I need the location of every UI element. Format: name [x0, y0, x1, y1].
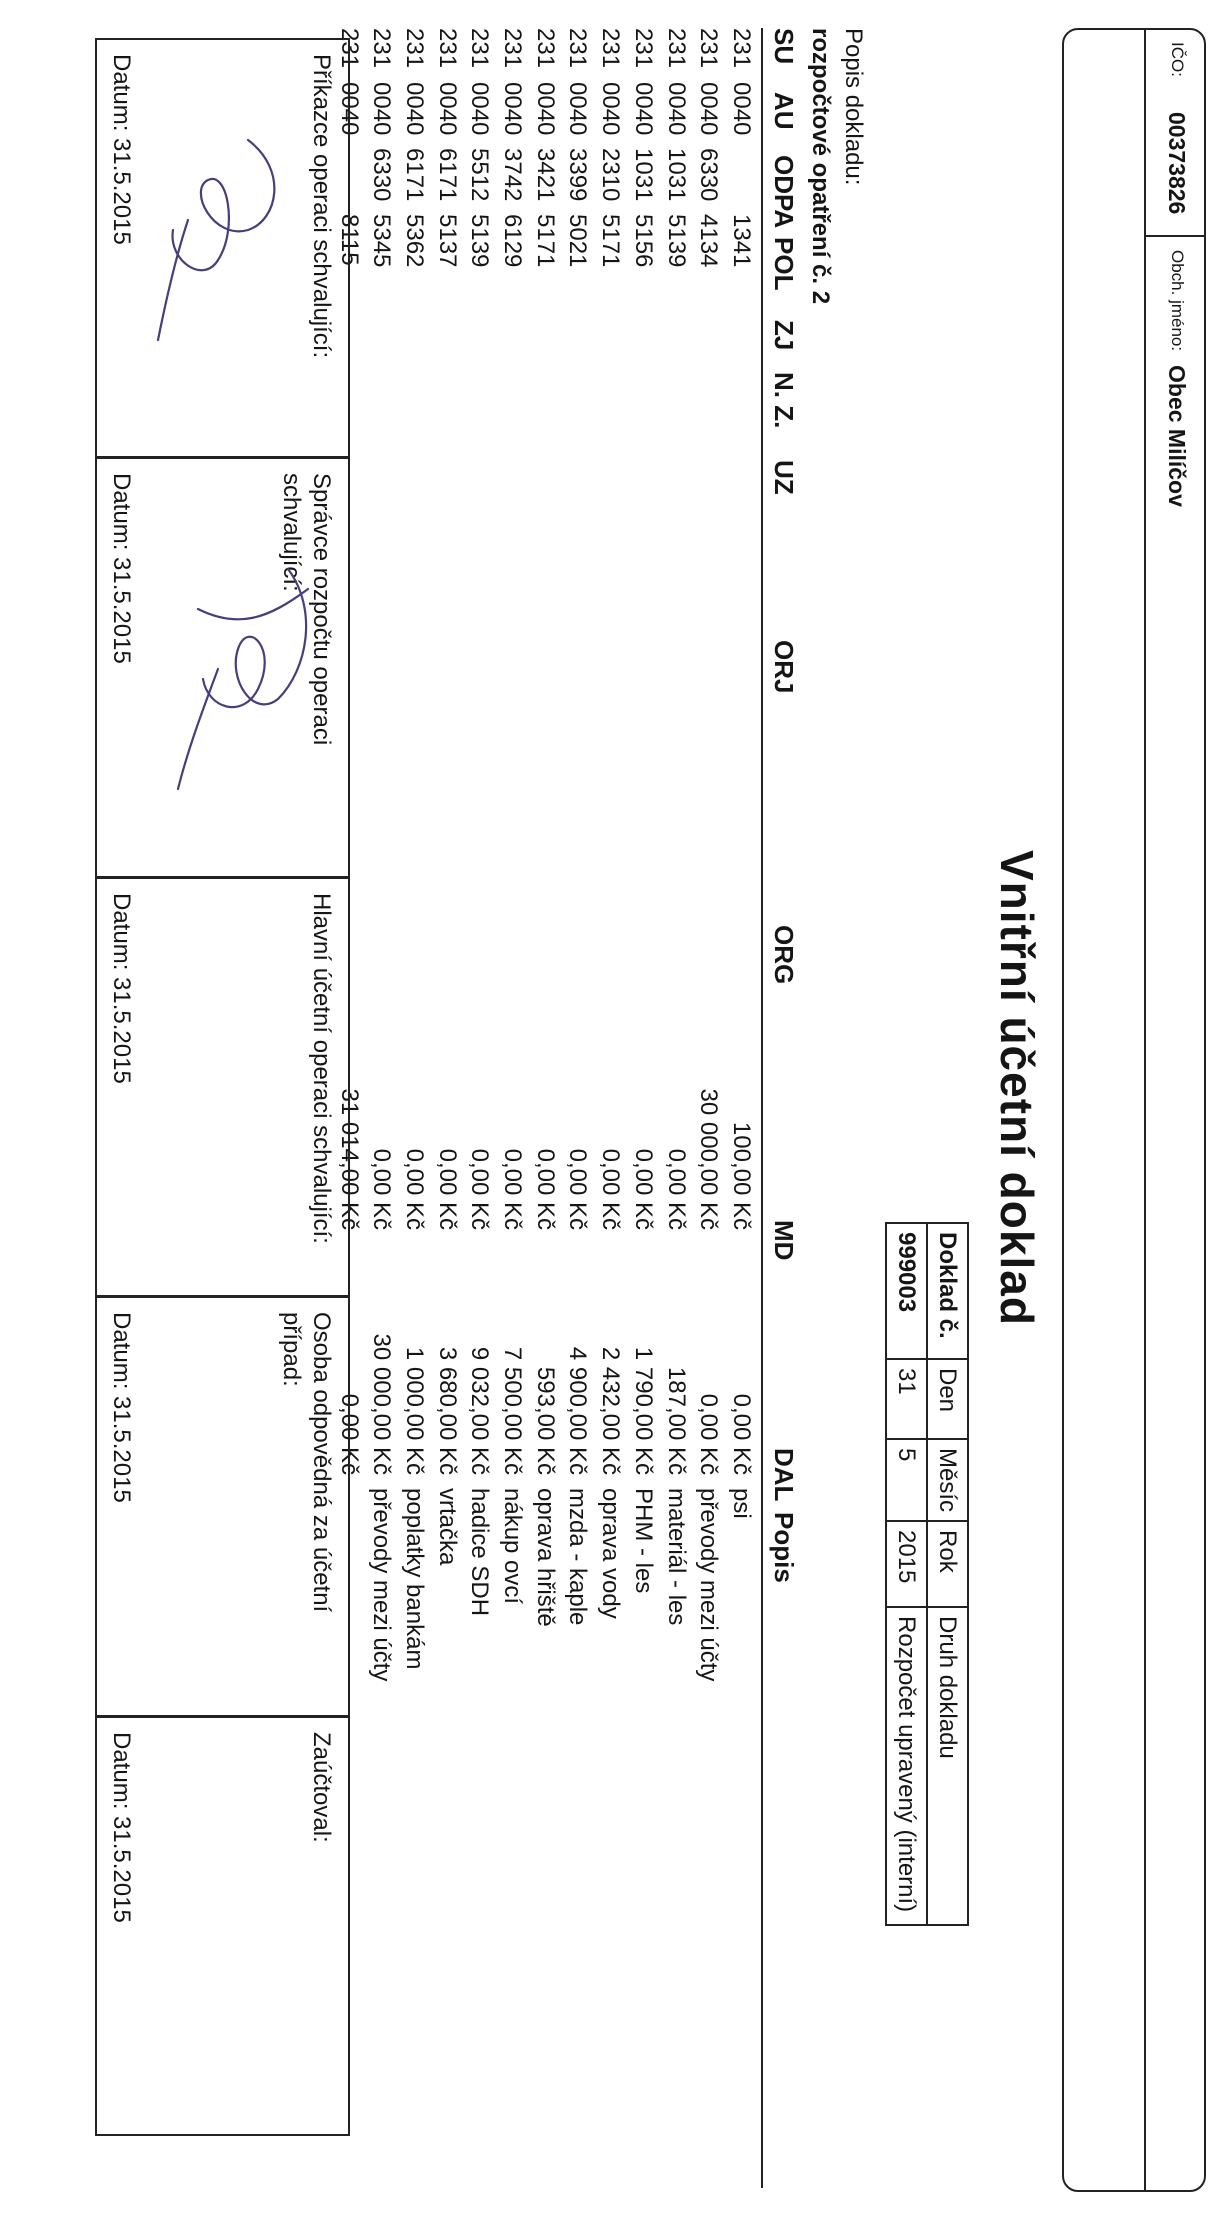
name-label: Obch. jméno: [1168, 250, 1187, 352]
cell-popis: převody mezi účty [695, 1488, 723, 1682]
cell-odpa: 6171 [401, 148, 428, 202]
cell-popis: psi [728, 1488, 755, 1519]
cell-au: 0040 [728, 82, 755, 136]
doklad-den: 31 [886, 1359, 927, 1439]
cell-popis: nákup ovcí [499, 1488, 527, 1605]
col-au: AU [769, 92, 799, 130]
cell-au: 0040 [466, 82, 494, 136]
cell-au: 0040 [335, 82, 363, 136]
cell-au: 0040 [433, 82, 461, 136]
cell-popis: vrtačka [433, 1488, 461, 1566]
cell-au: 0040 [662, 82, 690, 136]
col-nz: N. Z. [769, 372, 799, 429]
cell-pol: 5139 [662, 214, 690, 268]
doklad-header-druh: Druh dokladu [927, 1607, 968, 1925]
cell-su: 231 [401, 28, 428, 69]
cell-dal: 3 680,00 Kč [433, 1346, 461, 1475]
cell-su: 231 [564, 28, 592, 69]
cell-au: 0040 [499, 82, 527, 136]
doklad-druh: Rozpočet upravený (interní) [886, 1607, 927, 1925]
cell-pol: 5362 [401, 214, 428, 268]
cell-pol: 4134 [695, 214, 723, 268]
handwritten-signature [148, 110, 308, 370]
document-title: Vnitřní účetní doklad [991, 850, 1043, 1326]
cell-au: 0040 [368, 82, 396, 136]
header-box [1062, 28, 1206, 2192]
cell-md: 0,00 Kč [368, 1148, 396, 1230]
signature-box [95, 38, 350, 458]
signature-box [95, 877, 350, 1297]
cell-su: 231 [695, 28, 723, 69]
cell-odpa: 6330 [695, 148, 723, 202]
doklad-rok: 2015 [886, 1521, 927, 1607]
doklad-table [885, 1222, 969, 1926]
signature-box [95, 457, 350, 878]
cell-dal: 2 432,00 Kč [597, 1346, 625, 1475]
cell-popis: oprava vody [597, 1488, 625, 1619]
signature-date: Datum: 31.5.2015 [108, 893, 135, 1084]
cell-pol: 5156 [629, 214, 657, 268]
cell-pol: 8115 [335, 214, 363, 266]
cell-su: 231 [466, 28, 494, 69]
cell-pol: 5171 [531, 214, 559, 268]
cell-odpa: 6330 [368, 148, 396, 202]
cell-dal: 593,00 Kč [531, 1366, 559, 1475]
name-value: Obec Milíčov [1164, 365, 1190, 507]
signature-label: Příkazce operaci schvalující: [308, 54, 335, 359]
signature-date: Datum: 31.5.2015 [108, 54, 135, 245]
cell-md: 0,00 Kč [401, 1148, 428, 1230]
cell-md: 0,00 Kč [433, 1148, 461, 1230]
cell-su: 231 [662, 28, 690, 69]
signature-label: Zaúčtoval: [308, 1732, 335, 1843]
cell-dal: 30 000,00 Kč [368, 1333, 396, 1475]
cell-odpa: 3399 [564, 148, 592, 202]
cell-popis: PHM - les [629, 1488, 657, 1594]
cell-popis: materiál - les [662, 1488, 690, 1626]
doklad-header-rok: Rok [927, 1521, 968, 1607]
cell-odpa: 5512 [466, 148, 494, 202]
col-dal: DAL [769, 1448, 799, 1502]
cell-popis: oprava hřiště [531, 1488, 559, 1627]
header-rule [761, 28, 763, 2188]
cell-md: 30 000,00 Kč [695, 1088, 723, 1230]
cell-popis: poplatky bankám [401, 1488, 428, 1670]
signature-date: Datum: 31.5.2015 [108, 473, 135, 664]
col-su: SU [769, 28, 799, 65]
ico-value: 00373826 [1164, 112, 1190, 215]
cell-md: 31 014,00 Kč [335, 1088, 363, 1230]
cell-dal: 9 032,00 Kč [466, 1346, 494, 1475]
doklad-cislo: 999003 [886, 1223, 927, 1359]
doklad-header-mesic: Měsíc [927, 1439, 968, 1521]
signature-box [95, 1296, 350, 1717]
col-uz: UZ [769, 460, 799, 495]
ico-label: IČO: [1168, 42, 1187, 77]
cell-pol: 5345 [368, 214, 396, 268]
cell-su: 231 [335, 28, 363, 69]
cell-md: 0,00 Kč [499, 1148, 527, 1230]
cell-dal: 0,00 Kč [335, 1393, 363, 1475]
signature-date: Datum: 31.5.2015 [108, 1732, 135, 1923]
cell-dal: 0,00 Kč [695, 1393, 723, 1475]
signature-label: Osoba odpovědná za účetní případ: [278, 1312, 335, 1613]
cell-su: 231 [597, 28, 625, 69]
cell-pol: 5021 [564, 214, 592, 268]
cell-su: 231 [531, 28, 559, 69]
cell-popis: mzda - kaple [564, 1488, 592, 1626]
cell-au: 0040 [629, 82, 657, 136]
popis-value: rozpočtové opatření č. 2 [807, 28, 834, 305]
col-popis: Popis [769, 1512, 799, 1583]
cell-odpa: 1031 [629, 148, 657, 202]
signature-label: Správce rozpočtu operaci schvalující: [278, 473, 335, 746]
cell-su: 231 [629, 28, 657, 69]
cell-md: 0,00 Kč [466, 1148, 494, 1230]
cell-popis: hadice SDH [466, 1488, 494, 1617]
col-md: MD [769, 1220, 799, 1261]
doklad-mesic: 5 [886, 1439, 927, 1521]
col-orj: ORJ [769, 640, 799, 694]
cell-au: 0040 [695, 82, 723, 136]
cell-pol: 6129 [499, 214, 527, 268]
col-odpa: ODPA [769, 155, 799, 229]
cell-su: 231 [368, 28, 396, 69]
cell-odpa: 6171 [433, 148, 461, 202]
cell-au: 0040 [564, 82, 592, 136]
cell-pol: 5171 [597, 214, 625, 268]
doklad-header-cislo: Doklad č. [927, 1223, 968, 1359]
cell-su: 231 [499, 28, 527, 69]
doklad-header-den: Den [927, 1359, 968, 1439]
col-zj: ZJ [769, 320, 799, 351]
cell-au: 0040 [401, 82, 428, 136]
cell-au: 0040 [597, 82, 625, 136]
cell-md: 0,00 Kč [629, 1148, 657, 1230]
cell-pol: 1341 [728, 214, 755, 268]
cell-pol: 5139 [466, 214, 494, 268]
cell-dal: 1 790,00 Kč [629, 1346, 657, 1475]
cell-odpa: 3742 [499, 148, 527, 202]
cell-md: 100,00 Kč [728, 1121, 755, 1230]
cell-md: 0,00 Kč [564, 1148, 592, 1230]
header-separator [1146, 235, 1204, 237]
cell-dal: 4 900,00 Kč [564, 1346, 592, 1475]
cell-md: 0,00 Kč [662, 1148, 690, 1230]
cell-md: 0,00 Kč [597, 1148, 625, 1230]
signature-box [95, 1716, 350, 2136]
cell-dal: 0,00 Kč [728, 1393, 755, 1475]
cell-dal: 1 000,00 Kč [401, 1346, 428, 1475]
popis-label: Popis dokladu: [840, 28, 867, 186]
col-org: ORG [769, 925, 799, 985]
signature-date: Datum: 31.5.2015 [108, 1312, 135, 1503]
cell-odpa: 1031 [662, 148, 690, 202]
cell-su: 231 [728, 28, 755, 69]
cell-odpa: 3421 [531, 148, 559, 202]
cell-dal: 7 500,00 Kč [499, 1346, 527, 1475]
cell-au: 0040 [531, 82, 559, 136]
cell-odpa: 2310 [597, 148, 625, 202]
cell-popis: převody mezi účty [368, 1488, 396, 1682]
cell-su: 231 [433, 28, 461, 69]
header-divider [1144, 30, 1146, 2190]
cell-md: 0,00 Kč [531, 1148, 559, 1230]
cell-dal: 187,00 Kč [662, 1366, 690, 1475]
signature-label: Hlavní účetní operaci schvalující: [308, 893, 335, 1244]
col-pol: POL [769, 237, 799, 291]
handwritten-signature [168, 549, 328, 809]
cell-pol: 5137 [433, 214, 461, 268]
